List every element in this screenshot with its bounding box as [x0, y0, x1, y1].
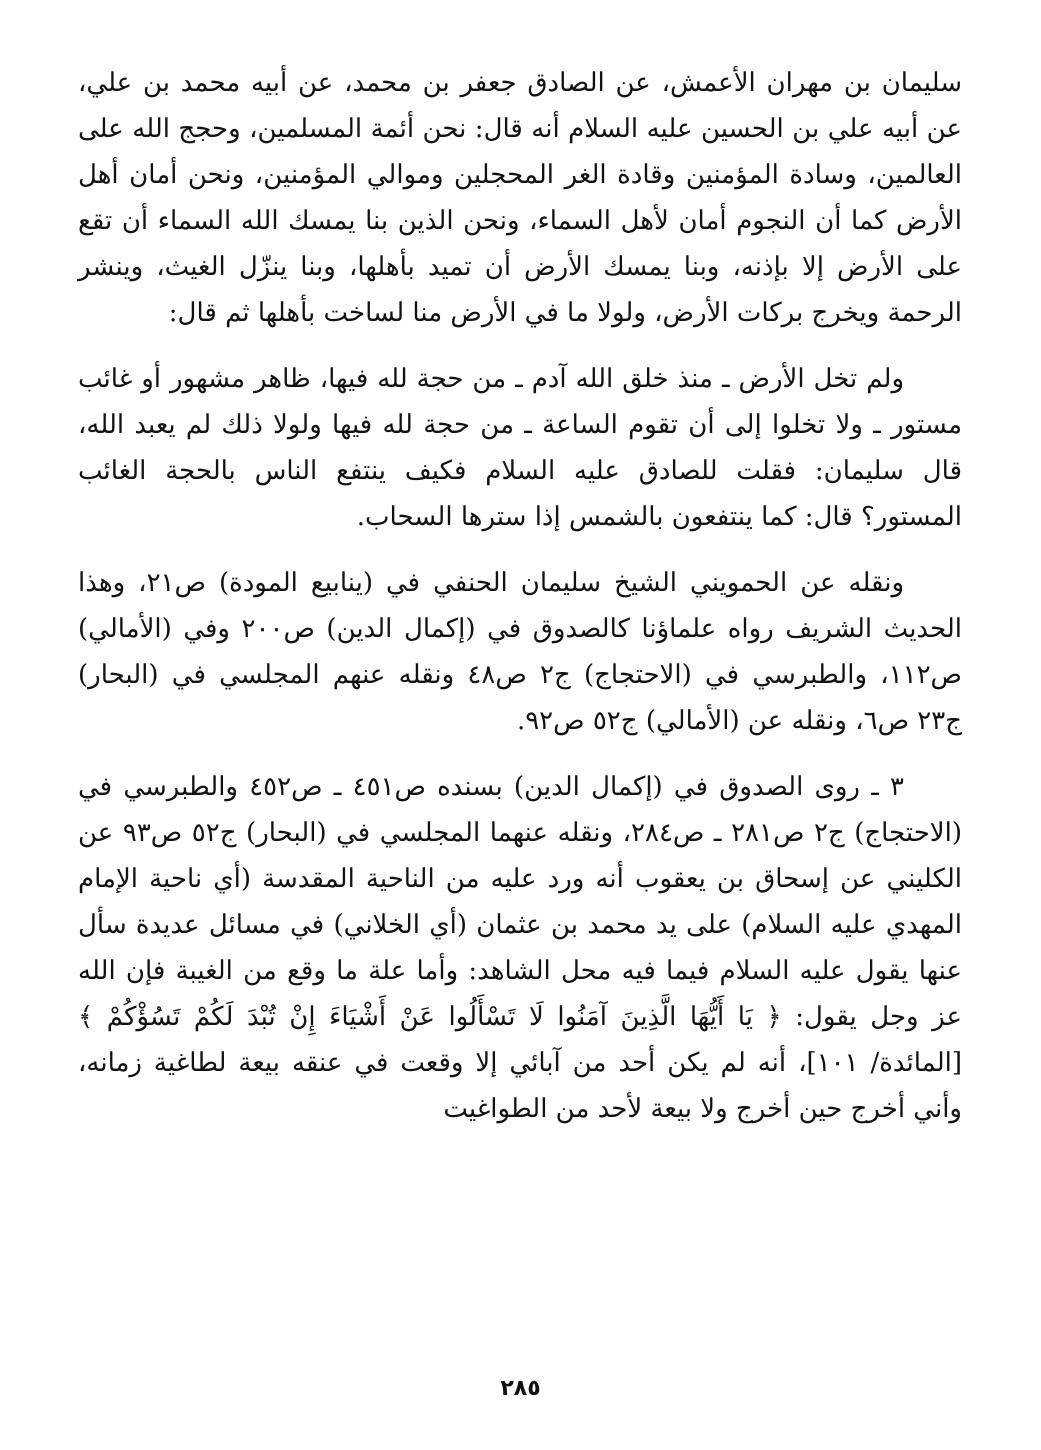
paragraph-3: ونقله عن الحمويني الشيخ سليمان الحنفي في (ينابيع المودة) ص٢١، وهذا الحديث الشريف رواه علماؤنا كالصدوق في (إكمال الدين) ص٢٠٠ وفي (الأمالي) ص١١٢، والطبرسي في (الاحتجاج) ج٢ ص٤٨ ونقله عنهم المجلسي في (البحار) ج٢٣ ص٦، ونقله عن (الأمالي) ج٥٢ ص٩٢. [78, 568, 963, 736]
document-page [78, 60, 962, 1132]
paragraph-2: ولم تخل الأرض ـ منذ خلق الله آدم ـ من حجة لله فيها، ظاهر مشهور أو غائب مستور ـ ولا تخلوا إلى أن تقوم الساعة ـ من حجة لله فيها ولولا ذلك لم يعبد الله، قال سليمان: فقلت للصادق عليه السلام فكيف ينتفع الناس بالحجة الغائب المستور؟ قال: كما ينتفعون بالشمس إذا سترها السحاب. [78, 364, 962, 532]
paragraph-1: سليمان بن مهران الأعمش، عن الصادق جعفر بن محمد، عن أبيه محمد بن علي، عن أبيه علي بن الحسين عليه السلام أنه قال: نحن أئمة المسلمين، وحجج الله على العالمين، وسادة المؤمنين وقادة الغر المحجلين وموالي المؤمنين، ونحن أمان أهل الأرض كما أن النجوم أمان لأهل السماء، ونحن الذين بنا يمسك الله السماء أن تقع على الأرض إلا بإذنه، وبنا يمسك الأرض أن تميد بأهلها، وبنا ينزّل الغيث، وينشر الرحمة ويخرج بركات الأرض، ولولا ما في الأرض منا لساخت بأهلها ثم قال: [78, 68, 962, 328]
paragraph-4: ٣ ـ روى الصدوق في (إكمال الدين) بسنده ص٤٥١ ـ ص٤٥٢ والطبرسي في (الاحتجاج) ج٢ ص٢٨١ ـ ص٢٨٤، ونقله عنهما المجلسي في (البحار) ج٥٢ ص٩٣ عن الكليني عن إسحاق بن يعقوب أنه ورد عليه من الناحية المقدسة (أي ناحية الإمام المهدي عليه السلام) على يد محمد بن عثمان (أي الخلاني) في مسائل عديدة سأل عنها يقول عليه السلام فيما فيه محل الشاهد: وأما علة ما وقع من الغيبة فإن الله عز وجل يقول: ﴿ يَا أَيُّهَا الَّذِينَ آمَنُوا لَا تَسْأَلُوا عَنْ أَشْيَاءَ إِنْ تُبْدَ لَكُمْ تَسُؤْكُمْ ﴾ [المائدة/ ١٠١]، أنه لم يكن أحد من آبائي إلا وقعت في عنقه بيعة لطاغية زمانه، وأني أخرج حين أخرج ولا بيعة لأحد من الطواغيت [78, 772, 962, 1124]
page-number: ٢٨٥ [500, 1376, 541, 1401]
